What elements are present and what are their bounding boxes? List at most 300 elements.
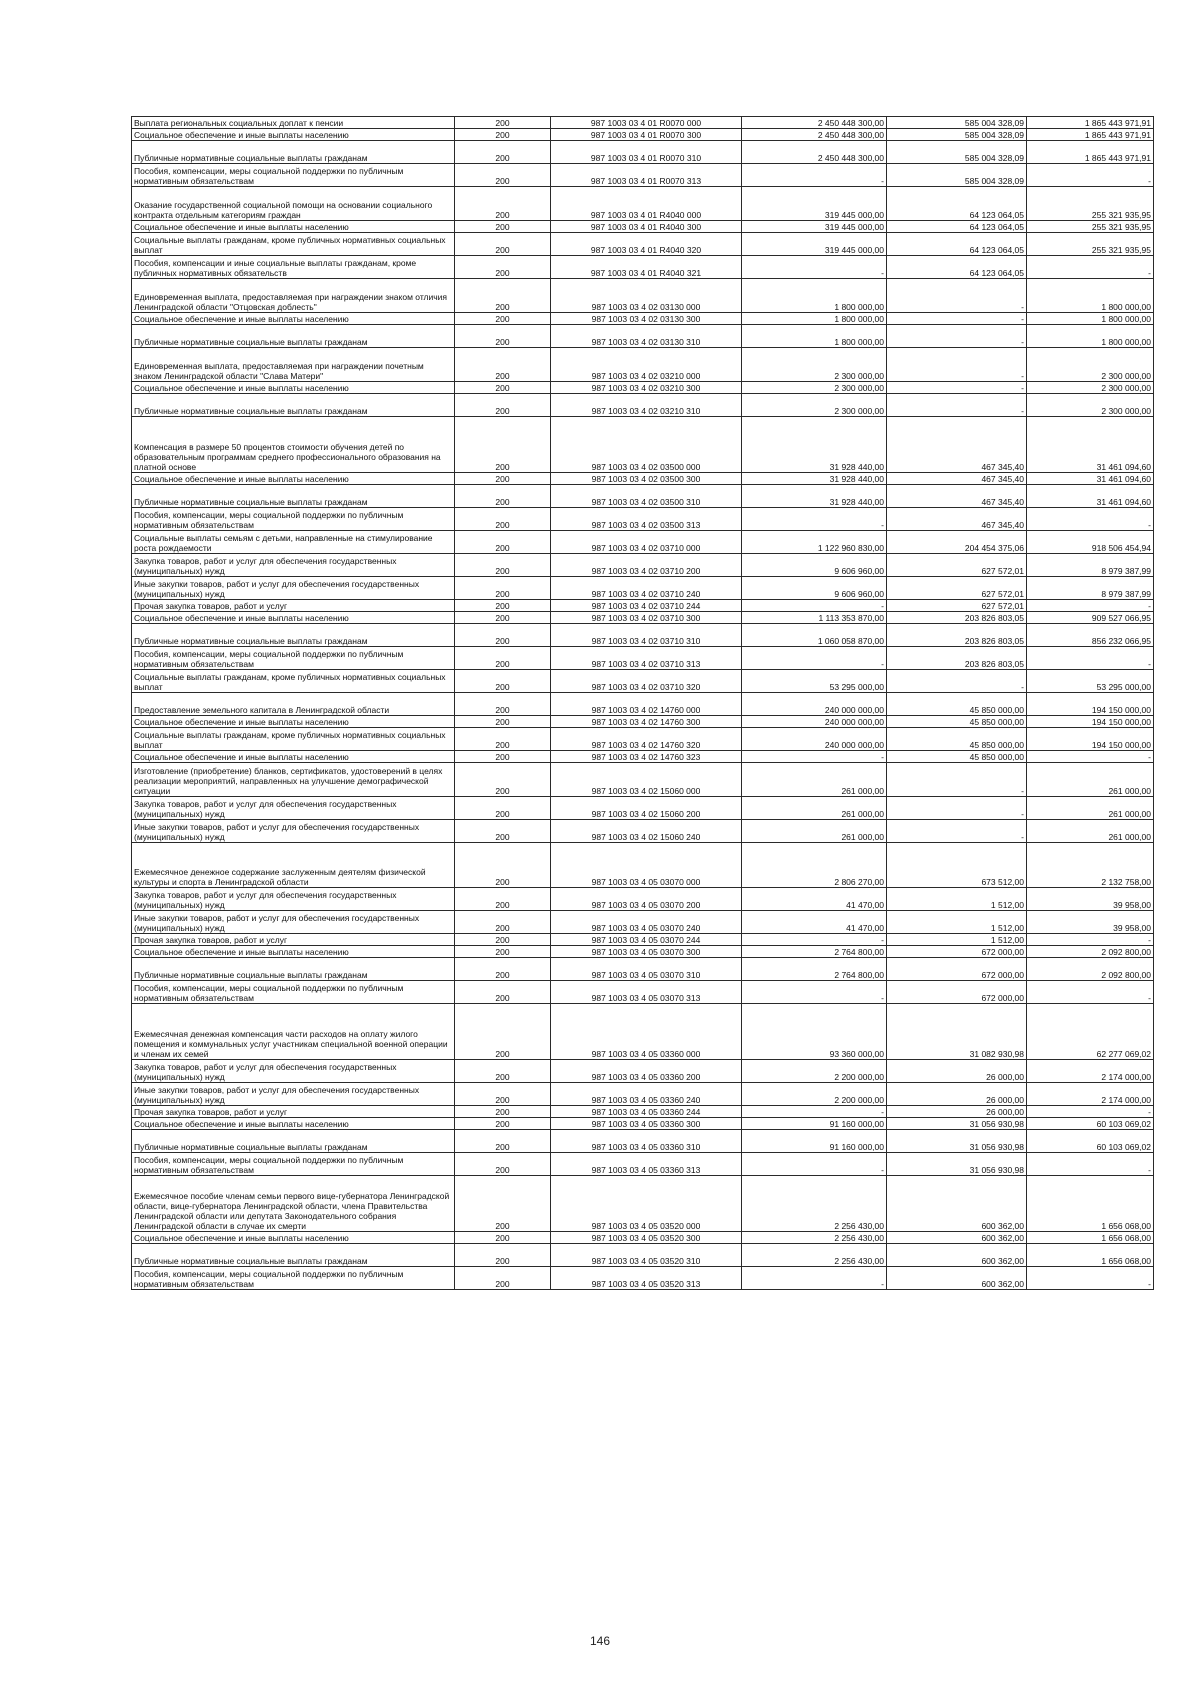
row-budget-code: 987 1003 03 4 01 R0070 313 <box>551 164 742 187</box>
row-executed-amount: 1 512,00 <box>887 934 1027 946</box>
row-approved-amount: 319 445 000,00 <box>742 233 887 256</box>
row-name: Прочая закупка товаров, работ и услуг <box>132 600 455 612</box>
row-executed-amount: 31 056 930,98 <box>887 1130 1027 1153</box>
row-unexecuted-amount: 2 092 800,00 <box>1027 958 1154 981</box>
row-name: Закупка товаров, работ и услуг для обеспечения государственных (муниципальных) нужд <box>132 888 455 911</box>
row-code: 200 <box>455 981 551 1004</box>
row-budget-code: 987 1003 03 4 02 03500 000 <box>551 417 742 473</box>
table-row <box>132 187 1154 221</box>
row-executed-amount: 45 850 000,00 <box>887 728 1027 751</box>
row-unexecuted-amount: 60 103 069,02 <box>1027 1130 1154 1153</box>
row-executed-amount: - <box>887 348 1027 382</box>
row-name: Социальное обеспечение и иные выплаты населению <box>132 946 455 958</box>
row-budget-code: 987 1003 03 4 02 03710 310 <box>551 624 742 647</box>
row-unexecuted-amount: - <box>1027 1267 1154 1290</box>
row-code: 200 <box>455 313 551 325</box>
row-unexecuted-amount: 194 150 000,00 <box>1027 716 1154 728</box>
row-name: Пособия, компенсации, меры социальной поддержки по публичным нормативным обязательствам <box>132 1267 455 1290</box>
row-executed-amount: - <box>887 820 1027 843</box>
row-unexecuted-amount: 1 800 000,00 <box>1027 325 1154 348</box>
row-budget-code: 987 1003 03 4 05 03070 240 <box>551 911 742 934</box>
table-row <box>132 117 1154 129</box>
row-name: Публичные нормативные социальные выплаты гражданам <box>132 958 455 981</box>
row-unexecuted-amount: 39 958,00 <box>1027 888 1154 911</box>
row-name: Выплата региональных социальных доплат к пенсии <box>132 117 455 129</box>
row-name: Публичные нормативные социальные выплаты гражданам <box>132 1244 455 1267</box>
row-executed-amount: 467 345,40 <box>887 417 1027 473</box>
row-code: 200 <box>455 577 551 600</box>
row-budget-code: 987 1003 03 4 02 03710 244 <box>551 600 742 612</box>
row-executed-amount: 203 826 803,05 <box>887 647 1027 670</box>
row-budget-code: 987 1003 03 4 05 03070 313 <box>551 981 742 1004</box>
row-unexecuted-amount: 255 321 935,95 <box>1027 187 1154 221</box>
row-executed-amount: 45 850 000,00 <box>887 751 1027 763</box>
table-row <box>132 1176 1154 1232</box>
table-row <box>132 417 1154 473</box>
row-code: 200 <box>455 1267 551 1290</box>
row-unexecuted-amount: 31 461 094,60 <box>1027 417 1154 473</box>
row-code: 200 <box>455 485 551 508</box>
row-executed-amount: - <box>887 325 1027 348</box>
row-approved-amount: 2 256 430,00 <box>742 1176 887 1232</box>
row-approved-amount: 1 113 353 870,00 <box>742 612 887 624</box>
row-approved-amount: 2 300 000,00 <box>742 348 887 382</box>
row-approved-amount: 2 764 800,00 <box>742 958 887 981</box>
row-unexecuted-amount: 8 979 387,99 <box>1027 554 1154 577</box>
row-name: Публичные нормативные социальные выплаты гражданам <box>132 1130 455 1153</box>
row-unexecuted-amount: 255 321 935,95 <box>1027 233 1154 256</box>
row-executed-amount: 31 056 930,98 <box>887 1118 1027 1130</box>
row-name: Оказание государственной социальной помощи на основании социального контракта отдельным категориям граждан <box>132 187 455 221</box>
table-row <box>132 1153 1154 1176</box>
row-budget-code: 987 1003 03 4 02 15060 200 <box>551 797 742 820</box>
row-executed-amount: 600 362,00 <box>887 1176 1027 1232</box>
table-row <box>132 164 1154 187</box>
row-budget-code: 987 1003 03 4 02 03210 300 <box>551 382 742 394</box>
row-executed-amount: 600 362,00 <box>887 1232 1027 1244</box>
row-code: 200 <box>455 382 551 394</box>
table-row <box>132 647 1154 670</box>
row-unexecuted-amount: 62 277 069,02 <box>1027 1004 1154 1060</box>
row-budget-code: 987 1003 03 4 01 R4040 300 <box>551 221 742 233</box>
table-row <box>132 1118 1154 1130</box>
row-budget-code: 987 1003 03 4 02 03210 000 <box>551 348 742 382</box>
row-code: 200 <box>455 624 551 647</box>
row-code: 200 <box>455 325 551 348</box>
row-unexecuted-amount: 255 321 935,95 <box>1027 221 1154 233</box>
row-executed-amount: 204 454 375,06 <box>887 531 1027 554</box>
row-budget-code: 987 1003 03 4 02 03710 320 <box>551 670 742 693</box>
row-approved-amount: 2 806 270,00 <box>742 843 887 888</box>
row-unexecuted-amount: 909 527 066,95 <box>1027 612 1154 624</box>
row-approved-amount: 91 160 000,00 <box>742 1130 887 1153</box>
row-approved-amount: 9 606 960,00 <box>742 554 887 577</box>
table-row <box>132 233 1154 256</box>
row-executed-amount: 672 000,00 <box>887 981 1027 1004</box>
row-name: Социальные выплаты гражданам, кроме публичных нормативных социальных выплат <box>132 670 455 693</box>
table-row <box>132 1083 1154 1106</box>
row-budget-code: 987 1003 03 4 05 03070 244 <box>551 934 742 946</box>
row-unexecuted-amount: 2 174 000,00 <box>1027 1083 1154 1106</box>
row-code: 200 <box>455 911 551 934</box>
row-name: Социальное обеспечение и иные выплаты населению <box>132 1118 455 1130</box>
row-executed-amount: 627 572,01 <box>887 600 1027 612</box>
row-approved-amount: 9 606 960,00 <box>742 577 887 600</box>
row-budget-code: 987 1003 03 4 05 03070 310 <box>551 958 742 981</box>
row-executed-amount: 672 000,00 <box>887 958 1027 981</box>
row-name: Социальное обеспечение и иные выплаты населению <box>132 221 455 233</box>
row-executed-amount: 31 056 930,98 <box>887 1153 1027 1176</box>
row-budget-code: 987 1003 03 4 05 03520 313 <box>551 1267 742 1290</box>
row-approved-amount: - <box>742 1153 887 1176</box>
table-row <box>132 958 1154 981</box>
row-executed-amount: 673 512,00 <box>887 843 1027 888</box>
row-code: 200 <box>455 141 551 164</box>
row-code: 200 <box>455 508 551 531</box>
row-code: 200 <box>455 728 551 751</box>
row-code: 200 <box>455 233 551 256</box>
row-executed-amount: 467 345,40 <box>887 473 1027 485</box>
row-name: Иные закупки товаров, работ и услуг для обеспечения государственных (муниципальных) нужд <box>132 820 455 843</box>
budget-execution-table <box>131 116 1154 1290</box>
row-code: 200 <box>455 1118 551 1130</box>
row-approved-amount: 2 200 000,00 <box>742 1060 887 1083</box>
row-approved-amount: 1 060 058 870,00 <box>742 624 887 647</box>
row-name: Прочая закупка товаров, работ и услуг <box>132 934 455 946</box>
row-approved-amount: 1 800 000,00 <box>742 279 887 313</box>
row-budget-code: 987 1003 03 4 05 03360 200 <box>551 1060 742 1083</box>
row-budget-code: 987 1003 03 4 05 03520 310 <box>551 1244 742 1267</box>
row-executed-amount: 203 826 803,05 <box>887 612 1027 624</box>
row-name: Иные закупки товаров, работ и услуг для обеспечения государственных (муниципальных) нужд <box>132 577 455 600</box>
table-row <box>132 716 1154 728</box>
row-executed-amount: - <box>887 394 1027 417</box>
table-row <box>132 843 1154 888</box>
row-budget-code: 987 1003 03 4 02 03710 200 <box>551 554 742 577</box>
row-executed-amount: 1 512,00 <box>887 911 1027 934</box>
row-executed-amount: 585 004 328,09 <box>887 117 1027 129</box>
table-row <box>132 1060 1154 1083</box>
row-budget-code: 987 1003 03 4 01 R4040 320 <box>551 233 742 256</box>
row-code: 200 <box>455 843 551 888</box>
row-code: 200 <box>455 1176 551 1232</box>
row-name: Ежемесячная денежная компенсация части расходов на оплату жилого помещения и коммунальных услуг участникам специальной военной операции и членам их семей <box>132 1004 455 1060</box>
row-approved-amount: 41 470,00 <box>742 888 887 911</box>
row-unexecuted-amount: 1 656 068,00 <box>1027 1244 1154 1267</box>
row-code: 200 <box>455 763 551 797</box>
row-code: 200 <box>455 164 551 187</box>
row-budget-code: 987 1003 03 4 05 03360 313 <box>551 1153 742 1176</box>
table-row <box>132 670 1154 693</box>
row-unexecuted-amount: 261 000,00 <box>1027 763 1154 797</box>
table-row <box>132 797 1154 820</box>
row-approved-amount: 1 800 000,00 <box>742 325 887 348</box>
row-approved-amount: - <box>742 981 887 1004</box>
row-executed-amount: - <box>887 279 1027 313</box>
row-name: Единовременная выплата, предоставляемая при награждении знаком отличия Ленинградской области "Отцовская доблесть" <box>132 279 455 313</box>
row-executed-amount: 64 123 064,05 <box>887 233 1027 256</box>
row-name: Социальные выплаты семьям с детьми, направленные на стимулирование роста рождаемости <box>132 531 455 554</box>
row-name: Закупка товаров, работ и услуг для обеспечения государственных (муниципальных) нужд <box>132 1060 455 1083</box>
row-code: 200 <box>455 670 551 693</box>
table-row <box>132 1130 1154 1153</box>
table-row <box>132 554 1154 577</box>
row-unexecuted-amount: - <box>1027 934 1154 946</box>
row-unexecuted-amount: 2 092 800,00 <box>1027 946 1154 958</box>
table-row <box>132 693 1154 716</box>
row-unexecuted-amount: - <box>1027 600 1154 612</box>
table-row <box>132 485 1154 508</box>
row-executed-amount: 64 123 064,05 <box>887 256 1027 279</box>
row-unexecuted-amount: 2 132 758,00 <box>1027 843 1154 888</box>
row-unexecuted-amount: - <box>1027 1106 1154 1118</box>
row-unexecuted-amount: 1 865 443 971,91 <box>1027 141 1154 164</box>
row-unexecuted-amount: 1 800 000,00 <box>1027 313 1154 325</box>
table-row <box>132 382 1154 394</box>
row-name: Публичные нормативные социальные выплаты гражданам <box>132 141 455 164</box>
row-name: Социальное обеспечение и иные выплаты населению <box>132 473 455 485</box>
table-row <box>132 348 1154 382</box>
table-row <box>132 612 1154 624</box>
row-code: 200 <box>455 1244 551 1267</box>
row-unexecuted-amount: 53 295 000,00 <box>1027 670 1154 693</box>
row-budget-code: 987 1003 03 4 02 15060 240 <box>551 820 742 843</box>
row-executed-amount: 600 362,00 <box>887 1244 1027 1267</box>
row-code: 200 <box>455 1130 551 1153</box>
row-approved-amount: 31 928 440,00 <box>742 485 887 508</box>
row-code: 200 <box>455 716 551 728</box>
row-budget-code: 987 1003 03 4 01 R0070 000 <box>551 117 742 129</box>
row-code: 200 <box>455 820 551 843</box>
row-name: Пособия, компенсации, меры социальной поддержки по публичным нормативным обязательствам <box>132 981 455 1004</box>
row-executed-amount: 1 512,00 <box>887 888 1027 911</box>
row-approved-amount: 261 000,00 <box>742 820 887 843</box>
row-name: Пособия, компенсации, меры социальной поддержки по публичным нормативным обязательствам <box>132 164 455 187</box>
row-unexecuted-amount: 2 300 000,00 <box>1027 394 1154 417</box>
row-approved-amount: 2 300 000,00 <box>742 394 887 417</box>
row-approved-amount: - <box>742 508 887 531</box>
row-approved-amount: 2 300 000,00 <box>742 382 887 394</box>
table-row <box>132 911 1154 934</box>
table-row <box>132 981 1154 1004</box>
row-budget-code: 987 1003 03 4 02 03130 310 <box>551 325 742 348</box>
row-name: Пособия, компенсации, меры социальной поддержки по публичным нормативным обязательствам <box>132 508 455 531</box>
row-name: Пособия, компенсации и иные социальные выплаты гражданам, кроме публичных нормативных обязательств <box>132 256 455 279</box>
row-name: Публичные нормативные социальные выплаты гражданам <box>132 394 455 417</box>
row-unexecuted-amount: - <box>1027 751 1154 763</box>
row-budget-code: 987 1003 03 4 02 14760 300 <box>551 716 742 728</box>
table-row <box>132 279 1154 313</box>
row-name: Ежемесячное пособие членам семьи первого вице-губернатора Ленинградской области, вице-губернатора Ленинградской области, члена Правительства Ленинградской области или депутата Законодательного собрания Ленинградской области в случае их смерти <box>132 1176 455 1232</box>
row-approved-amount: 1 800 000,00 <box>742 313 887 325</box>
table-body <box>132 117 1154 1290</box>
row-unexecuted-amount: - <box>1027 164 1154 187</box>
row-name: Пособия, компенсации, меры социальной поддержки по публичным нормативным обязательствам <box>132 647 455 670</box>
row-code: 200 <box>455 1232 551 1244</box>
row-name: Социальное обеспечение и иные выплаты населению <box>132 313 455 325</box>
row-code: 200 <box>455 693 551 716</box>
row-code: 200 <box>455 129 551 141</box>
row-budget-code: 987 1003 03 4 02 15060 000 <box>551 763 742 797</box>
row-budget-code: 987 1003 03 4 02 14760 000 <box>551 693 742 716</box>
row-unexecuted-amount: 8 979 387,99 <box>1027 577 1154 600</box>
row-name: Единовременная выплата, предоставляемая при награждении почетным знаком Ленинградской области "Слава Матери" <box>132 348 455 382</box>
row-unexecuted-amount: 1 800 000,00 <box>1027 279 1154 313</box>
table-row <box>132 624 1154 647</box>
row-budget-code: 987 1003 03 4 05 03070 000 <box>551 843 742 888</box>
row-approved-amount: 91 160 000,00 <box>742 1118 887 1130</box>
table-row <box>132 1106 1154 1118</box>
row-code: 200 <box>455 554 551 577</box>
row-budget-code: 987 1003 03 4 02 03130 000 <box>551 279 742 313</box>
row-approved-amount: 261 000,00 <box>742 797 887 820</box>
row-name: Социальное обеспечение и иные выплаты населению <box>132 1232 455 1244</box>
row-name: Социальные выплаты гражданам, кроме публичных нормативных социальных выплат <box>132 728 455 751</box>
row-approved-amount: 2 256 430,00 <box>742 1244 887 1267</box>
row-code: 200 <box>455 934 551 946</box>
row-approved-amount: 2 450 448 300,00 <box>742 129 887 141</box>
row-code: 200 <box>455 473 551 485</box>
row-unexecuted-amount: 918 506 454,94 <box>1027 531 1154 554</box>
row-executed-amount: 31 082 930,98 <box>887 1004 1027 1060</box>
row-budget-code: 987 1003 03 4 05 03360 300 <box>551 1118 742 1130</box>
row-budget-code: 987 1003 03 4 05 03070 300 <box>551 946 742 958</box>
row-approved-amount: - <box>742 751 887 763</box>
row-code: 200 <box>455 1004 551 1060</box>
row-budget-code: 987 1003 03 4 02 03500 313 <box>551 508 742 531</box>
row-executed-amount: 203 826 803,05 <box>887 624 1027 647</box>
row-budget-code: 987 1003 03 4 01 R4040 321 <box>551 256 742 279</box>
row-approved-amount: 41 470,00 <box>742 911 887 934</box>
row-unexecuted-amount: 1 865 443 971,91 <box>1027 129 1154 141</box>
row-name: Компенсация в размере 50 процентов стоимости обучения детей по образовательным программам среднего профессионального образования на платной основе <box>132 417 455 473</box>
row-budget-code: 987 1003 03 4 01 R0070 310 <box>551 141 742 164</box>
row-name: Ежемесячное денежное содержание заслуженным деятелям физической культуры и спорта в Ленинградской области <box>132 843 455 888</box>
row-executed-amount: - <box>887 313 1027 325</box>
row-unexecuted-amount: 2 300 000,00 <box>1027 382 1154 394</box>
table-row <box>132 577 1154 600</box>
row-unexecuted-amount: 2 174 000,00 <box>1027 1060 1154 1083</box>
row-unexecuted-amount: 1 656 068,00 <box>1027 1232 1154 1244</box>
row-unexecuted-amount: - <box>1027 1153 1154 1176</box>
row-name: Социальное обеспечение и иные выплаты населению <box>132 612 455 624</box>
row-budget-code: 987 1003 03 4 02 03210 310 <box>551 394 742 417</box>
row-unexecuted-amount: 39 958,00 <box>1027 911 1154 934</box>
table-row <box>132 934 1154 946</box>
row-name: Предоставление земельного капитала в Ленинградской области <box>132 693 455 716</box>
row-executed-amount: 64 123 064,05 <box>887 221 1027 233</box>
row-budget-code: 987 1003 03 4 02 03710 313 <box>551 647 742 670</box>
row-code: 200 <box>455 946 551 958</box>
row-executed-amount: 467 345,40 <box>887 485 1027 508</box>
row-executed-amount: 45 850 000,00 <box>887 716 1027 728</box>
row-budget-code: 987 1003 03 4 02 03130 300 <box>551 313 742 325</box>
row-code: 200 <box>455 187 551 221</box>
row-name: Иные закупки товаров, работ и услуг для обеспечения государственных (муниципальных) нужд <box>132 1083 455 1106</box>
table-row <box>132 763 1154 797</box>
row-unexecuted-amount: - <box>1027 256 1154 279</box>
row-name: Закупка товаров, работ и услуг для обеспечения государственных (муниципальных) нужд <box>132 554 455 577</box>
row-code: 200 <box>455 531 551 554</box>
table-row <box>132 141 1154 164</box>
row-unexecuted-amount: 856 232 066,95 <box>1027 624 1154 647</box>
row-unexecuted-amount: 31 461 094,60 <box>1027 473 1154 485</box>
row-unexecuted-amount: - <box>1027 508 1154 531</box>
table-row <box>132 325 1154 348</box>
row-code: 200 <box>455 1083 551 1106</box>
row-budget-code: 987 1003 03 4 02 03710 300 <box>551 612 742 624</box>
row-approved-amount: - <box>742 164 887 187</box>
row-code: 200 <box>455 417 551 473</box>
row-approved-amount: - <box>742 256 887 279</box>
row-unexecuted-amount: - <box>1027 981 1154 1004</box>
row-code: 200 <box>455 958 551 981</box>
table-row <box>132 751 1154 763</box>
row-code: 200 <box>455 1153 551 1176</box>
row-executed-amount: 585 004 328,09 <box>887 141 1027 164</box>
row-approved-amount: 261 000,00 <box>742 763 887 797</box>
row-unexecuted-amount: 1 865 443 971,91 <box>1027 117 1154 129</box>
row-budget-code: 987 1003 03 4 05 03360 240 <box>551 1083 742 1106</box>
row-approved-amount: 1 122 960 830,00 <box>742 531 887 554</box>
row-approved-amount: 93 360 000,00 <box>742 1004 887 1060</box>
row-budget-code: 987 1003 03 4 01 R4040 000 <box>551 187 742 221</box>
row-approved-amount: 2 764 800,00 <box>742 946 887 958</box>
row-budget-code: 987 1003 03 4 02 03500 300 <box>551 473 742 485</box>
table-row <box>132 1004 1154 1060</box>
row-executed-amount: - <box>887 382 1027 394</box>
row-approved-amount: 240 000 000,00 <box>742 693 887 716</box>
row-name: Прочая закупка товаров, работ и услуг <box>132 1106 455 1118</box>
row-approved-amount: - <box>742 934 887 946</box>
row-unexecuted-amount: - <box>1027 647 1154 670</box>
table-row <box>132 888 1154 911</box>
row-executed-amount: 600 362,00 <box>887 1267 1027 1290</box>
page-number: 146 <box>589 1634 611 1648</box>
row-code: 200 <box>455 394 551 417</box>
row-code: 200 <box>455 751 551 763</box>
row-budget-code: 987 1003 03 4 01 R0070 300 <box>551 129 742 141</box>
row-code: 200 <box>455 348 551 382</box>
row-approved-amount: 2 200 000,00 <box>742 1083 887 1106</box>
table-row <box>132 728 1154 751</box>
row-approved-amount: 53 295 000,00 <box>742 670 887 693</box>
row-approved-amount: 2 450 448 300,00 <box>742 141 887 164</box>
row-name: Публичные нормативные социальные выплаты гражданам <box>132 485 455 508</box>
table-row <box>132 946 1154 958</box>
row-executed-amount: 627 572,01 <box>887 577 1027 600</box>
row-approved-amount: 2 450 448 300,00 <box>742 117 887 129</box>
row-budget-code: 987 1003 03 4 02 03500 310 <box>551 485 742 508</box>
row-executed-amount: 26 000,00 <box>887 1106 1027 1118</box>
row-unexecuted-amount: 261 000,00 <box>1027 820 1154 843</box>
row-approved-amount: 31 928 440,00 <box>742 417 887 473</box>
row-code: 200 <box>455 797 551 820</box>
row-name: Социальное обеспечение и иные выплаты населению <box>132 716 455 728</box>
row-approved-amount: - <box>742 647 887 670</box>
row-name: Публичные нормативные социальные выплаты гражданам <box>132 325 455 348</box>
row-budget-code: 987 1003 03 4 05 03520 000 <box>551 1176 742 1232</box>
row-budget-code: 987 1003 03 4 02 14760 320 <box>551 728 742 751</box>
row-unexecuted-amount: 31 461 094,60 <box>1027 485 1154 508</box>
table-row <box>132 221 1154 233</box>
row-budget-code: 987 1003 03 4 05 03360 244 <box>551 1106 742 1118</box>
row-code: 200 <box>455 117 551 129</box>
row-budget-code: 987 1003 03 4 02 03710 240 <box>551 577 742 600</box>
table-row <box>132 129 1154 141</box>
row-code: 200 <box>455 1060 551 1083</box>
row-name: Иные закупки товаров, работ и услуг для обеспечения государственных (муниципальных) нужд <box>132 911 455 934</box>
